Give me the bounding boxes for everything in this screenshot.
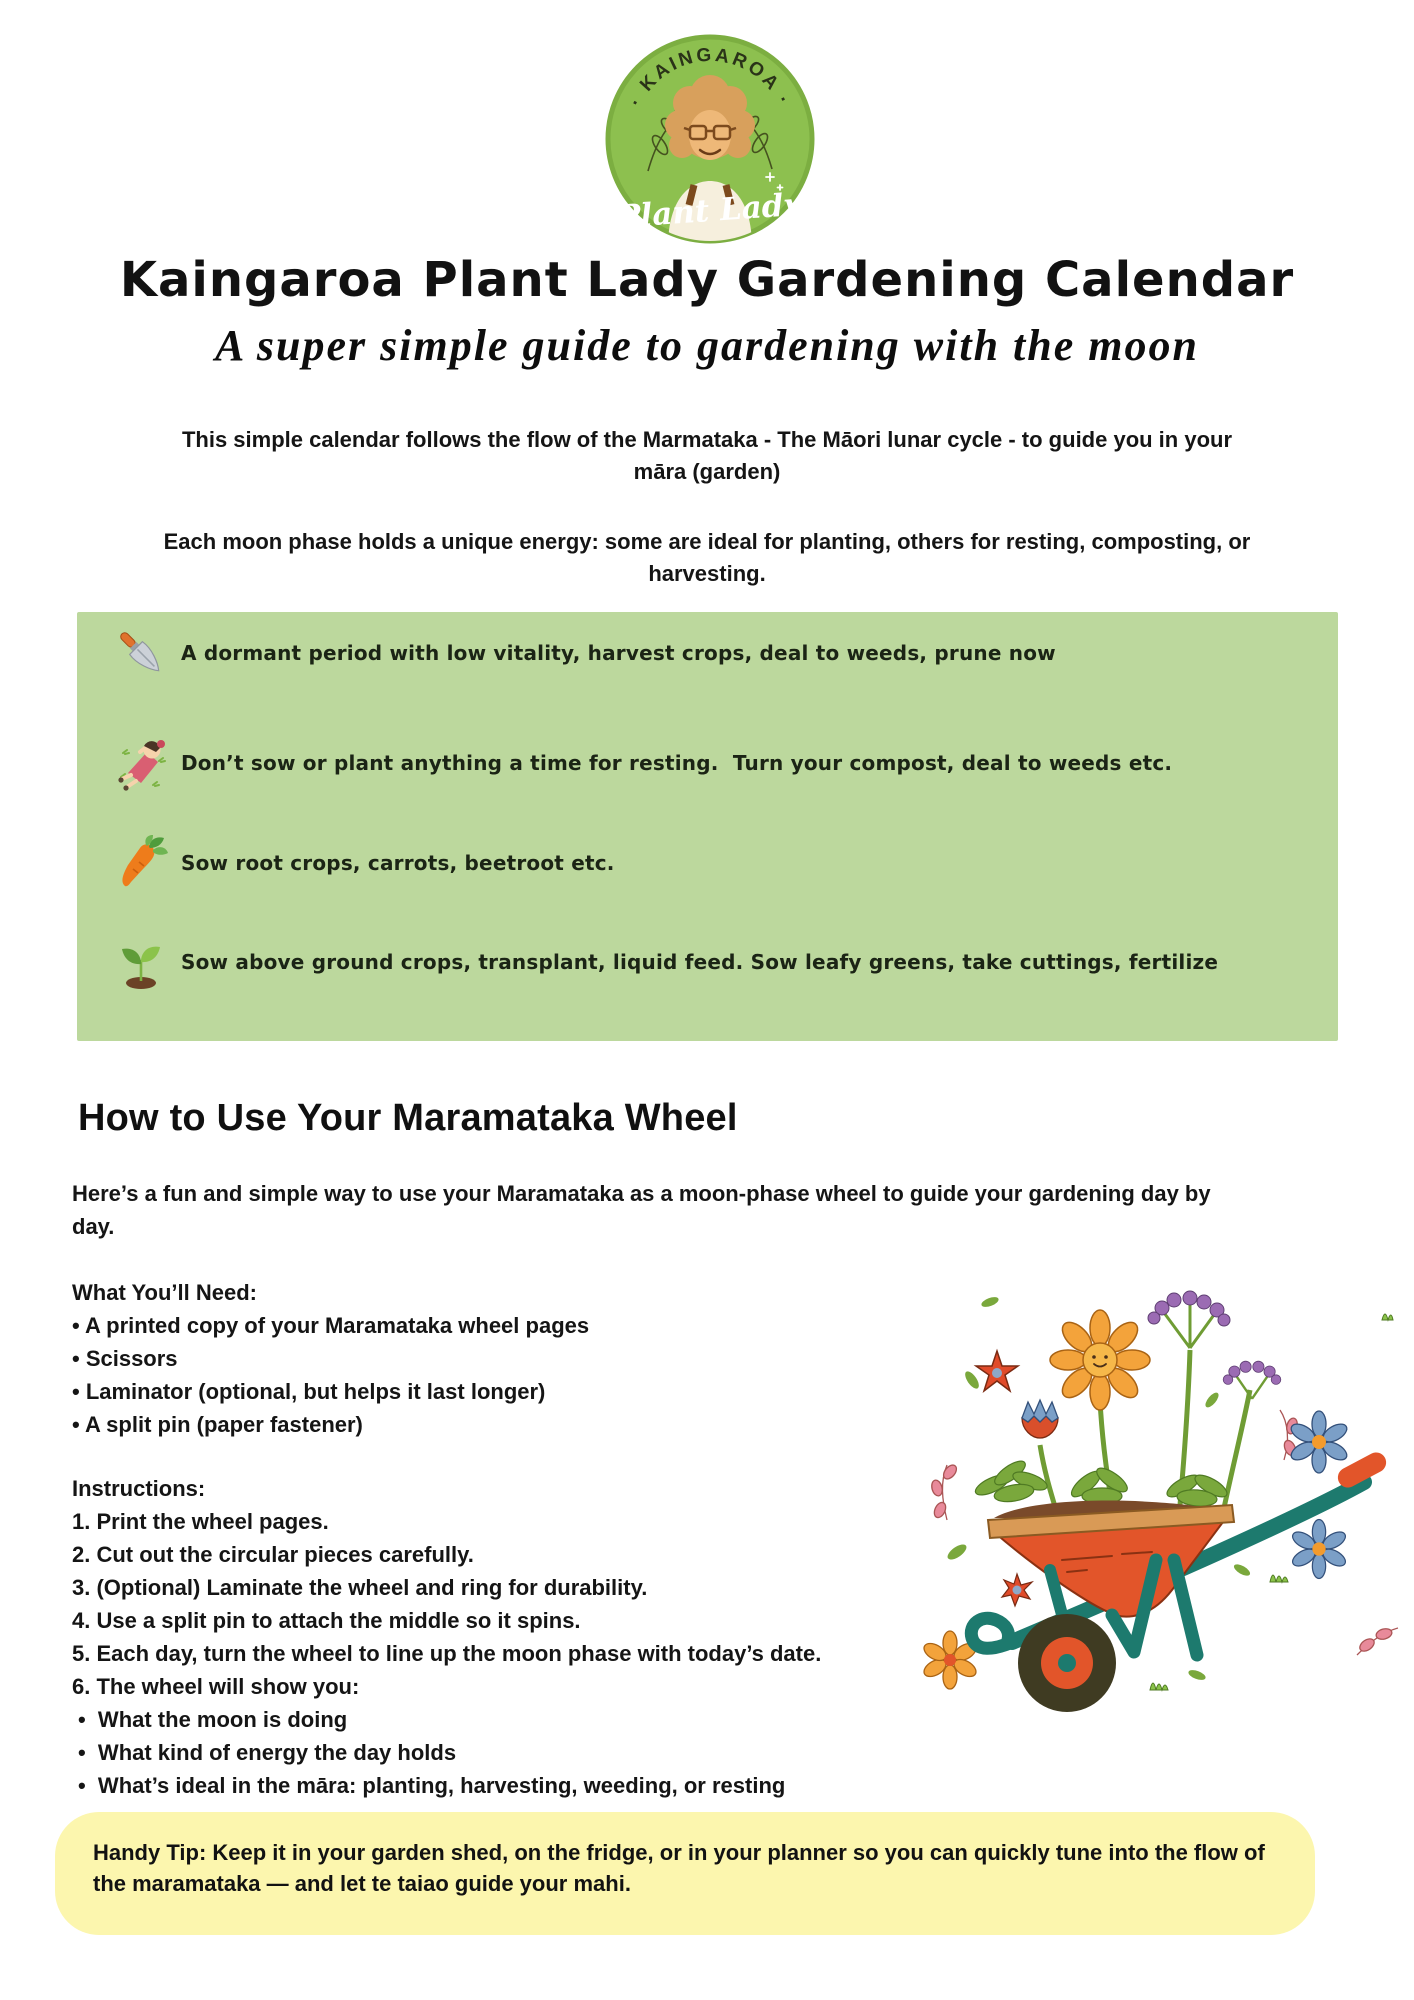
leafy-plants [973,1457,1230,1508]
list-item: • Laminator (optional, but helps it last longer) [72,1379,546,1404]
what-you-need-heading: What You’ll Need: [72,1280,257,1305]
handy-tip-text: Handy Tip: Keep it in your garden shed, on the fridge, or in your planner so you can quickly tune into the flow of the maramataka — and let te taiao guide your mahi. [93,1840,1271,1896]
instructions-heading: Instructions: [72,1476,206,1501]
small-red-flower-icon [1002,1574,1032,1606]
how-to-heading: How to Use Your Maramataka Wheel [78,1097,738,1139]
wheel-shows-list [72,1703,972,1802]
wheelbarrow-with-flowers-illustration [912,1260,1407,1725]
page-title: Kaingaroa Plant Lady Gardening Calendar [119,252,1295,308]
page-subtitle: A super simple guide to gardening with the moon [215,321,1199,370]
legend-text: Sow root crops, carrots, beetroot etc. [181,851,615,875]
legend-text: A dormant period with low vitality, harvest crops, deal to weeds, prune now [181,641,1056,665]
how-to-intro [72,1177,1382,1243]
list-item: • A printed copy of your Maramataka wheel pages [72,1313,590,1338]
purple-flower-icon [1148,1291,1281,1399]
barrow-plants [973,1291,1281,1518]
smiley-daisy-icon [1050,1310,1150,1410]
resting-person-icon [113,735,169,791]
what-you-need-list [72,1276,972,1441]
intro-paragraph-1 [0,424,1414,488]
seedling-icon [113,934,169,990]
instructions-list [72,1472,972,1802]
instruction-step: 4. Use a split pin to attach the middle so it spins. [72,1608,581,1633]
legend-row-root-crops [113,835,1318,891]
list-item: • A split pin (paper fastener) [72,1412,363,1437]
legend-row-harvest [113,625,1318,681]
instruction-step: 1. Print the wheel pages. [72,1509,329,1534]
list-item: • What’s ideal in the māra: planting, harvesting, weeding, or resting [78,1773,786,1798]
red-star-flower-icon [976,1351,1018,1391]
intro-line: harvesting. [648,561,766,586]
intro-line: Each moon phase holds a unique energy: some are ideal for planting, others for resting, composting, or [163,529,1251,554]
legend-row-rest [113,735,1318,791]
legend-row-above-ground [113,934,1318,990]
intro-paragraph-2 [0,526,1414,590]
legend-text: Don’t sow or plant anything a time for resting. Turn your compost, deal to weeds etc. [181,751,1173,775]
trowel-icon [113,625,169,681]
instruction-step: 6. The wheel will show you: [72,1674,360,1699]
intro-line: māra (garden) [633,459,781,484]
plant-lady-logo [604,33,816,245]
moon-phase-legend [77,612,1338,1041]
how-to-intro-line: Here’s a fun and simple way to use your Maramataka as a moon-phase wheel to guide your gardening day by [72,1181,1211,1206]
list-item: • What the moon is doing [78,1707,348,1732]
logo-arc-text: · KAINGAROA · [625,44,795,111]
logo-script-text: Plant Lady [616,186,803,236]
how-to-intro-line: day. [72,1214,115,1239]
instruction-step: 3. (Optional) Laminate the wheel and ring for durability. [72,1575,648,1600]
legend-text: Sow above ground crops, transplant, liquid feed. Sow leafy greens, take cuttings, fertilize [181,950,1219,974]
intro-line: This simple calendar follows the flow of the Marmataka - The Māori lunar cycle - to guide you in your [181,427,1233,452]
handy-tip-box [55,1812,1315,1935]
list-item: • Scissors [72,1346,178,1371]
plant-lady-logo-badge [604,33,816,245]
instruction-step: 5. Each day, turn the wheel to line up the moon phase with today’s date. [72,1641,822,1666]
instruction-step: 2. Cut out the circular pieces carefully. [72,1542,474,1567]
carrot-icon [113,835,169,891]
tulip-icon [1022,1400,1058,1438]
list-item: • What kind of energy the day holds [78,1740,457,1765]
